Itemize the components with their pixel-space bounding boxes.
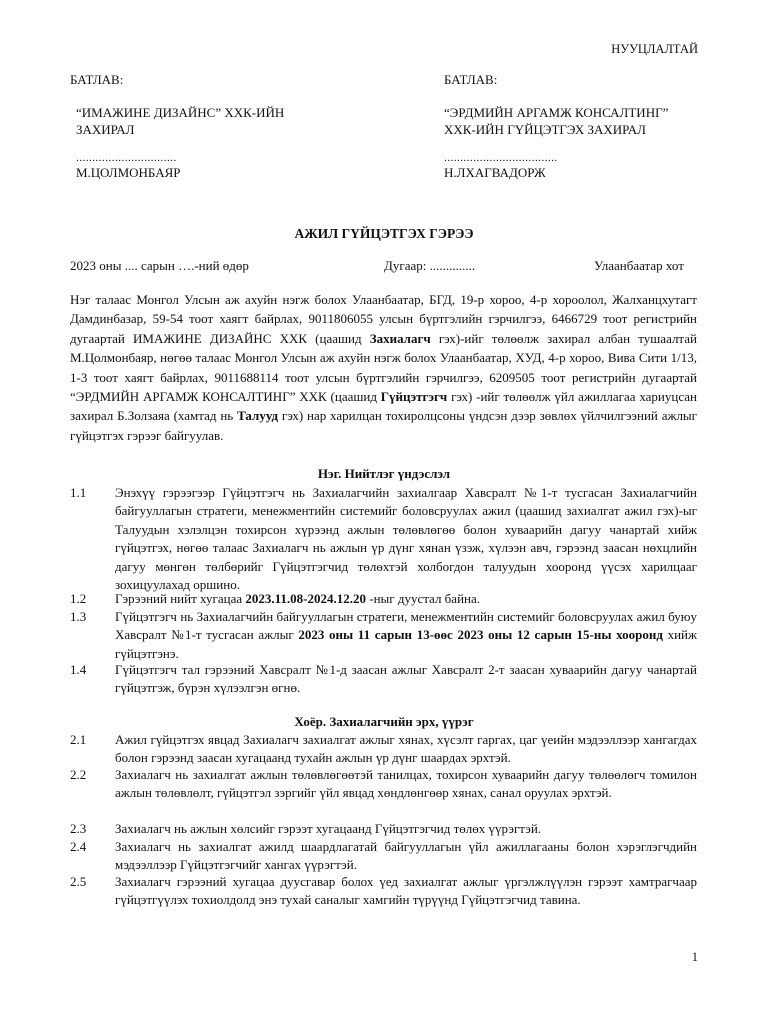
- clause-text: Захиалагч гэрээний хугацаа дуусгавар болох үед захиалгат ажлыг үргэлжлүүлэн гэрээт хамтрагчаар гүйцэтгүүлэх тохиолдолд энэ тухай саналыг хамгийн түрүүнд Гүйцэтгэгчид тавина.: [115, 874, 697, 908]
- confidential-label: НУУЦЛАЛТАЙ: [611, 42, 698, 56]
- clause-number: 2.1: [70, 732, 87, 747]
- signer-name-left: М.ЦОЛМОНБАЯР: [76, 165, 181, 180]
- clause-number: 1.3: [70, 609, 87, 624]
- contract-number: Дугаар: ..............: [384, 258, 476, 273]
- page-number: 1: [691, 950, 698, 964]
- clause-2-1: [70, 731, 697, 768]
- clause-2-2: [70, 766, 697, 803]
- clause-2-5: [70, 873, 697, 910]
- intro-paragraph: Нэг талаас Монгол Улсын аж ахуйн нэгж болох Улаанбаатар, БГД, 19-р хороо, 4-р хороолол, Жалханцхутагт Дамдинбазар, 59-54 тоот хаягт байрлах, 9011806055 улсын бүртгэлийн гэрчилгээ, 6466729 тоот регистрийн дугаартай ИМАЖИНЕ ДИЗАЙНС ХХК (цаашид Захиалагч гэх)-ийг төлөөлж захирал албан тушаалтай М.Цолмонбаяр, нөгөө талаас Монгол Улсын аж ахуйн нэгж болох Улаанбаатар, ХУД, 4-р хороо, Вива Сити 1/13, 1-3 тоот хаягт байрлах, 9011688114 тоот улсын бүртгэлийн гэрчилгээ, 6209505 тоот регистрийн дугаартай “ЭРДМИЙН АРГАМЖ КОНСАЛТИНГ” ХХК (цаашид Гүйцэтгэгч гэх) -ийг төлөөлж үйл ажиллагаа хариуцсан захирал Б.Золзаяа (хамтад нь Талууд гэх) нар харилцан тохиролцсоны үндсэн дээр зөвлөх үйлчилгээний ажлыг гүйцэтгэх гэрээг байгуулав.: [70, 292, 698, 443]
- clause-number: 2.4: [70, 839, 87, 854]
- clause-number: 1.1: [70, 485, 87, 500]
- clause-text: Ажил гүйцэтгэх явцад Захиалагч захиалгат ажлыг хянах, хүсэлт гаргах, цаг үеийн мэдээллээр хангагдах болон гэрээнд заасан хугацаанд тухайн ажлын үр дүнг шаардах эрхтэй.: [115, 732, 697, 766]
- section-2-title: Хоёр. Захиалагчийн эрх, үүрэг: [294, 714, 474, 729]
- signature-line-right: ...................................: [444, 152, 558, 164]
- signer-name-right: Н.ЛХАГВАДОРЖ: [444, 165, 546, 180]
- clause-text: Захиалагч нь ажлын хөлсийг гэрээт хугацаанд Гүйцэтгэгчид төлөх үүрэгтэй.: [115, 821, 542, 836]
- clause-text: Гэрээний нийт хугацаа 2023.11.08-2024.12.20 -ныг дуустал байна.: [115, 591, 481, 606]
- clause-1-4: [70, 661, 697, 698]
- clause-1-3: [70, 608, 697, 663]
- clause-number: 1.2: [70, 591, 87, 606]
- company-line: ХХК-ИЙН ГҮЙЦЭТГЭХ ЗАХИРАЛ: [444, 122, 646, 137]
- approval-company-right: [444, 104, 668, 138]
- company-line: “ИМАЖИНЕ ДИЗАЙНС” ХХК-ИЙН: [76, 105, 285, 120]
- clause-number: 2.2: [70, 767, 87, 782]
- contract-city: Улаанбаатар хот: [594, 258, 684, 273]
- clause-1-1: [70, 484, 697, 594]
- section-1-title: Нэг. Нийтлэг үндэслэл: [317, 466, 451, 481]
- clause-number: 2.3: [70, 821, 87, 836]
- company-line: ЗАХИРАЛ: [76, 122, 135, 137]
- clause-number: 2.5: [70, 874, 87, 889]
- clause-text: Гүйцэтгэгч нь Захиалагчийн байгууллагын стратеги, менежментийн системийг боловсруулах ажил буюу Хавсралт №1-т тусгасан ажлыг 2023 оны 11 сарын 13-өөс 2023 оны 12 сарын 15-ны хооронд хийж гүйцэтгэнэ.: [115, 609, 697, 661]
- contract-date: 2023 оны .... сарын ….-ний өдөр: [70, 258, 249, 273]
- approval-label-left: БАТЛАВ:: [70, 72, 124, 87]
- clause-text: Захиалагч нь захиалгат ажлын төлөвлөгөөтэй танилцах, тохирсон хуваарийн дагуу төлөөлөгч томилон ажлын төлөвлөлт, гүйцэтгэл зэргийг үйл явцад хөндлөнгөөр хянах, санал оруулах эрхтэй.: [115, 767, 697, 801]
- clause-text: Захиалагч нь захиалгат ажилд шаардлагатай байгууллагын үйл ажиллагааны болон хэрэглэгчдийн мэдээллээр Гүйцэтгэгчийг хангах үүрэгтэй.: [115, 839, 697, 873]
- document-title: АЖИЛ ГҮЙЦЭТГЭХ ГЭРЭЭ: [294, 226, 474, 241]
- clause-number: 1.4: [70, 662, 87, 677]
- clause-text: Гүйцэтгэгч тал гэрээний Хавсралт №1-д заасан ажлыг Хавсралт 2-т заасан хуваарийн дагуу чанартай гүйцэтгэж, бүрэн хүлээлгэн өгнө.: [115, 662, 697, 696]
- approval-company-left: [76, 104, 284, 138]
- company-line: “ЭРДМИЙН АРГАМЖ КОНСАЛТИНГ”: [444, 105, 669, 120]
- clause-1-2: [70, 590, 697, 608]
- clause-text: Энэхүү гэрээгээр Гүйцэтгэгч нь Захиалагчийн захиалгаар Хавсралт №1-т тусгасан Захиалагчийн байгууллагын стратеги, менежментийн системийг боловсруулах ажил (цаашид захиалгат ажил гэх)-ыг Талуудын хэлэлцэн тохирсон хүрээнд ажлын төлөвлөгөө болон хуваарийн дагуу чанартай хийж гүйцэтгэх, нөгөө талаас Захиалагч нь ажлын үр дүнг хянан үзэж, хүлээн авч, гэрээнд заасан нөхцлийн дагуу мөнгөн төлбөрийг Гүйцэтгэгчид төлөхтэй холбогдон талуудын хооронд үүсэх харилцааг зохицуулахад оршино.: [115, 485, 697, 593]
- signature-line-left: ...............................: [76, 152, 177, 164]
- clause-2-4: [70, 838, 697, 875]
- approval-label-right: БАТЛАВ:: [444, 72, 498, 87]
- clause-2-3: [70, 820, 697, 838]
